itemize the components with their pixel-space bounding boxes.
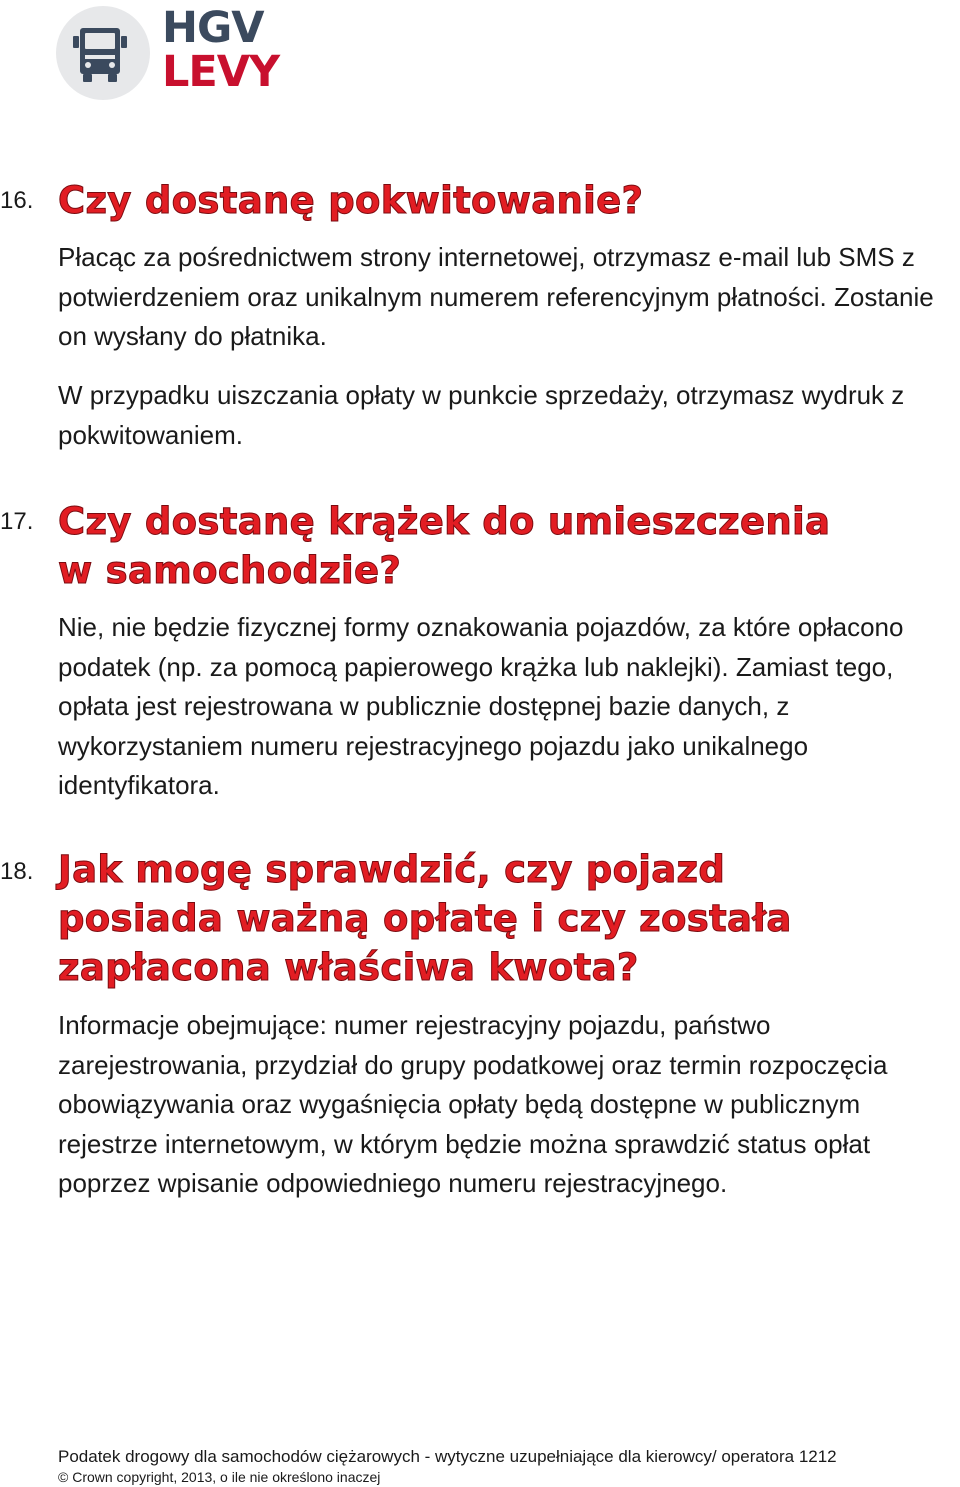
section-number: 18. [0,858,34,885]
section-heading: Czy dostanę pokwitowanie? [58,179,644,222]
logo-badge [56,6,150,100]
section-paragraph: W przypadku uiszczania opłaty w punkcie sprzedaży, otrzymasz wydruk z pokwitowaniem. [58,380,905,450]
section-number: 17. [0,508,34,535]
truck-icon [56,6,150,100]
footer-title: Podatek drogowy dla samochodów ciężarowych - wytyczne uzupełniające dla kierowcy/ operatora 1212 [58,1447,837,1466]
section-heading: Czy dostanę krążek do umieszczenia w samochodzie? [58,500,831,592]
section-heading: Jak mogę sprawdzić, czy pojazd posiada ważną opłatę i czy została zapłacona właściwa kwota? [58,848,792,989]
footer-copyright: © Crown copyright, 2013, o ile nie określono inaczej [58,1469,381,1485]
section-paragraph: Płacąc za pośrednictwem strony internetowej, otrzymasz e-mail lub SMS z potwierdzeniem oraz unikalnym numerem referencyjnym płatności. Zostanie on wysłany do płatnika. [58,242,934,351]
section-paragraph: Informacje obejmujące: numer rejestracyjny pojazdu, państwo zarejestrowania, przydział do grupy podatkowej oraz termin rozpoczęcia obowiązywania oraz wygaśnięcia opłaty będą dostępne w publicznym rejestrze internetowym, w którym będzie można sprawdzić status opłat poprzez wpisanie odpowiedniego numeru rejestracyjnego. [58,1010,888,1198]
hgv-levy-logo [56,4,286,100]
section-number: 16. [0,187,34,214]
logo-text-levy: LEVY [162,47,280,97]
section-paragraph: Nie, nie będzie fizycznej formy oznakowania pojazdów, za które opłacono podatek (np. za pomocą papierowego krążka lub naklejki). Zamiast tego, opłata jest rejestrowana w publicznie dostępnej bazie danych, z wykorzystaniem numeru rejestracyjnego pojazdu jako unikalnego identyfikatora. [58,612,904,800]
logo-text-hgv: HGV [162,3,264,53]
